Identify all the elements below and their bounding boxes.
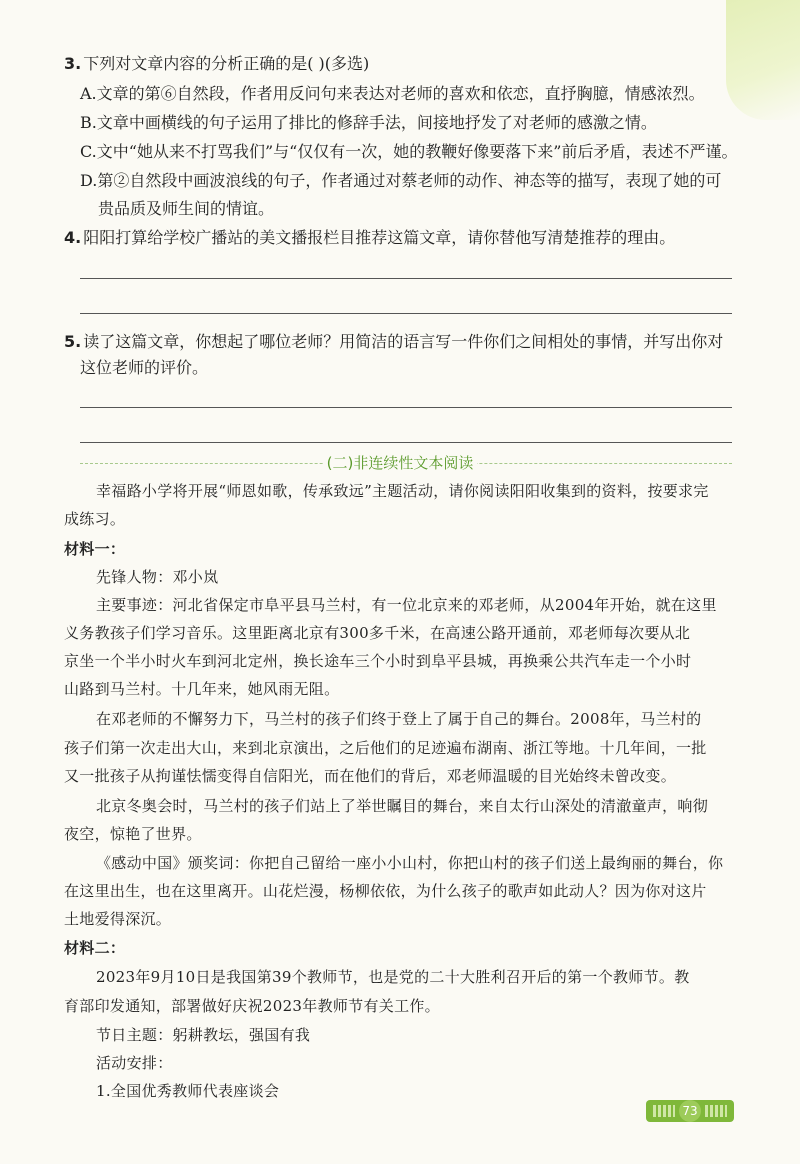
material-2-line: 活动安排： [96, 1054, 173, 1072]
section-title [0, 452, 800, 474]
answer-line[interactable] [80, 313, 732, 314]
material-1-line: 又一批孩子从拘谨怯懦变得自信阳光，而在他们的背后，邓老师温暖的目光始终未曾改变。 [64, 767, 677, 785]
stripe-decoration [705, 1105, 727, 1117]
material-1-heading: 材料一： [64, 540, 126, 558]
question-text-continued: 这位老师的评价。 [80, 358, 209, 377]
material-1-line: 主要事迹：河北省保定市阜平县马兰村，有一位北京来的邓老师，从2004年开始，就在这里 [96, 596, 717, 614]
question-number: 4. [64, 228, 82, 247]
material-1-line: 北京冬奥会时，马兰村的孩子们站上了举世瞩目的舞台，来自太行山深处的清澈童声，响彻 [96, 797, 709, 815]
question-text: 下列对文章内容的分析正确的是( )(多选) [83, 54, 370, 73]
question-text: 读了这篇文章，你想起了哪位老师？用简洁的语言写一件你们之间相处的事情，并写出你对 [83, 332, 724, 351]
material-1-line: 在这里出生，也在这里离开。山花烂漫，杨柳依依，为什么孩子的歌声如此动人？因为你对这片 [64, 882, 707, 900]
question-5 [64, 330, 723, 354]
section-title-text: (二)非连续性文本阅读 [323, 454, 478, 472]
material-1-line: 义务教孩子们学习音乐。这里距离北京有300多千米，在高速公路开通前，邓老师每次要从北 [64, 624, 691, 642]
question-text: 阳阳打算给学校广播站的美文播报栏目推荐这篇文章，请你替他写清楚推荐的理由。 [83, 228, 676, 247]
stripe-decoration [653, 1105, 675, 1117]
page-number-badge [646, 1100, 734, 1122]
answer-line[interactable] [80, 407, 732, 408]
material-2-line: 节日主题：躬耕教坛，强国有我 [96, 1026, 311, 1044]
option-d: D.第②自然段中画波浪线的句子，作者通过对蔡老师的动作、神态等的描写，表现了她的可 [80, 171, 722, 190]
question-number: 3. [64, 54, 82, 73]
page-number: 73 [679, 1100, 701, 1122]
material-2-line: 2023年9月10日是我国第39个教师节，也是党的二十大胜利召开后的第一个教师节。教 [96, 968, 690, 986]
answer-line[interactable] [80, 442, 732, 443]
answer-line[interactable] [80, 278, 732, 279]
option-c: C.文中“她从来不打骂我们”与“仅仅有一次，她的教鞭好像要落下来”前后矛盾，表述不严谨。 [80, 142, 738, 161]
intro-text-continued: 成练习。 [64, 510, 126, 528]
material-1-line: 《感动中国》颁奖词：你把自己留给一座小小山村，你把山村的孩子们送上最绚丽的舞台，你 [96, 854, 724, 872]
question-number: 5. [64, 332, 82, 351]
material-1-line: 山路到马兰村。十几年来，她风雨无阻。 [64, 680, 340, 698]
option-d-continued: 贵品质及师生间的情谊。 [98, 199, 275, 218]
material-1-line: 孩子们第一次走出大山，来到北京演出，之后他们的足迹遍布湖南、浙江等地。十几年间，一批 [64, 739, 707, 757]
question-3 [64, 52, 369, 76]
material-2-line: 1.全国优秀教师代表座谈会 [96, 1082, 280, 1100]
material-1-line: 京坐一个半小时火车到河北定州，换长途车三个小时到阜平县城，再换乘公共汽车走一个小时 [64, 652, 692, 670]
intro-text: 幸福路小学将开展“师恩如歌，传承致远”主题活动，请你阅读阳阳收集到的资料，按要求完 [96, 482, 709, 500]
material-1-line: 夜空，惊艳了世界。 [64, 825, 202, 843]
material-2-heading: 材料二： [64, 939, 126, 957]
material-1-line: 土地爱得深沉。 [64, 910, 172, 928]
material-1-line: 先锋人物：邓小岚 [96, 568, 219, 586]
question-4 [64, 226, 675, 250]
material-1-line: 在邓老师的不懈努力下，马兰村的孩子们终于登上了属于自己的舞台。2008年，马兰村的 [96, 710, 702, 728]
material-2-line: 育部印发通知，部署做好庆祝2023年教师节有关工作。 [64, 997, 440, 1015]
option-a: A.文章的第⑥自然段，作者用反问句来表达对老师的喜欢和依恋，直抒胸臆，情感浓烈。 [80, 84, 705, 103]
option-b: B.文章中画横线的句子运用了排比的修辞手法，间接地抒发了对老师的感激之情。 [80, 113, 657, 132]
